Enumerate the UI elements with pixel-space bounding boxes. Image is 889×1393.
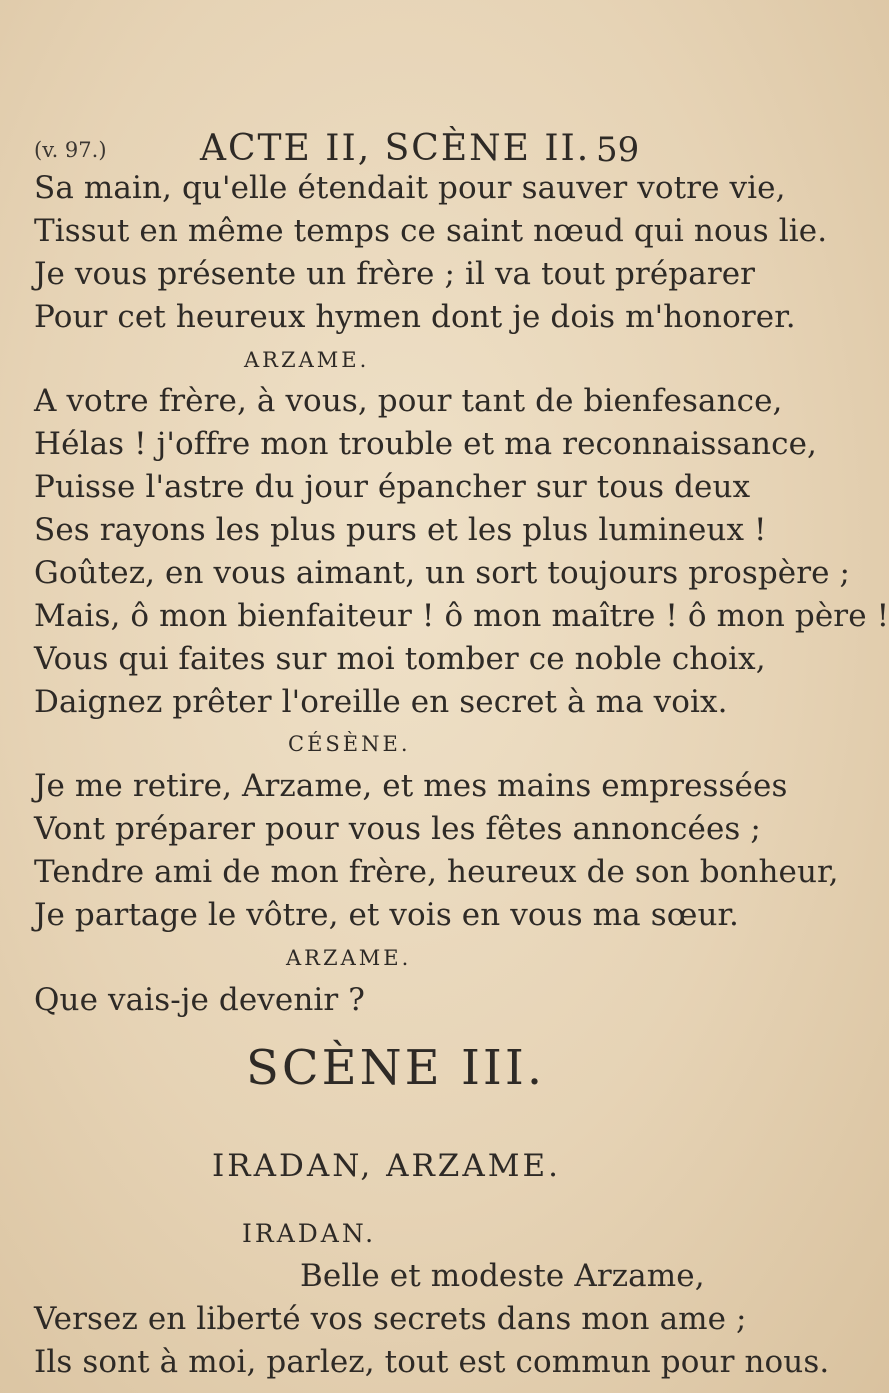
running-title: ACTE II, SCÈNE II. bbox=[200, 128, 591, 169]
scene-title: SCÈNE III. bbox=[246, 1040, 546, 1096]
verse-line: Goûtez, en vous aimant, un sort toujours prospère ; bbox=[34, 555, 851, 591]
verse-line: Je partage le vôtre, et vois en vous ma sœur. bbox=[34, 897, 739, 933]
verse-line: Que vais-je devenir ? bbox=[34, 982, 366, 1018]
verse-line: Je me retire, Arzame, et mes mains empressées bbox=[34, 768, 788, 804]
verse-line: Belle et modeste Arzame, bbox=[300, 1258, 705, 1294]
verse-line: Je vous présente un frère ; il va tout préparer bbox=[34, 256, 756, 292]
speaker-name: IRADAN. bbox=[242, 1219, 377, 1248]
verse-line: Tendre ami de mon frère, heureux de son bonheur, bbox=[34, 854, 839, 890]
verse-reference: (v. 97.) bbox=[34, 138, 107, 162]
verse-line: Mais, ô mon bienfaiteur ! ô mon maître ! ô mon père ! bbox=[34, 598, 889, 634]
verse-line: Ses rayons les plus purs et les plus lumineux ! bbox=[34, 512, 767, 548]
page-number: 59 bbox=[596, 130, 640, 170]
verse-line: Vous qui faites sur moi tomber ce noble choix, bbox=[34, 641, 766, 677]
verse-line: Daignez prêter l'oreille en secret à ma voix. bbox=[34, 684, 728, 720]
verse-line: A votre frère, à vous, pour tant de bienfesance, bbox=[34, 383, 783, 419]
verse-line: Vont préparer pour vous les fêtes annoncées ; bbox=[34, 811, 761, 847]
scene-characters: IRADAN, ARZAME. bbox=[212, 1148, 561, 1184]
verse-line: Versez en liberté vos secrets dans mon ame ; bbox=[34, 1301, 747, 1337]
speaker-name: ARZAME. bbox=[244, 348, 370, 372]
verse-line: Puisse l'astre du jour épancher sur tous deux bbox=[34, 469, 751, 505]
speaker-name: CÉSÈNE. bbox=[288, 732, 411, 756]
verse-line: Tissut en même temps ce saint nœud qui nous lie. bbox=[34, 213, 828, 249]
speaker-name: ARZAME. bbox=[286, 946, 412, 970]
verse-line: Ils sont à moi, parlez, tout est commun pour nous. bbox=[34, 1344, 830, 1380]
verse-line: Pour cet heureux hymen dont je dois m'honorer. bbox=[34, 299, 796, 335]
verse-line: Hélas ! j'offre mon trouble et ma reconnaissance, bbox=[34, 426, 817, 462]
verse-line: Sa main, qu'elle étendait pour sauver votre vie, bbox=[34, 170, 786, 206]
